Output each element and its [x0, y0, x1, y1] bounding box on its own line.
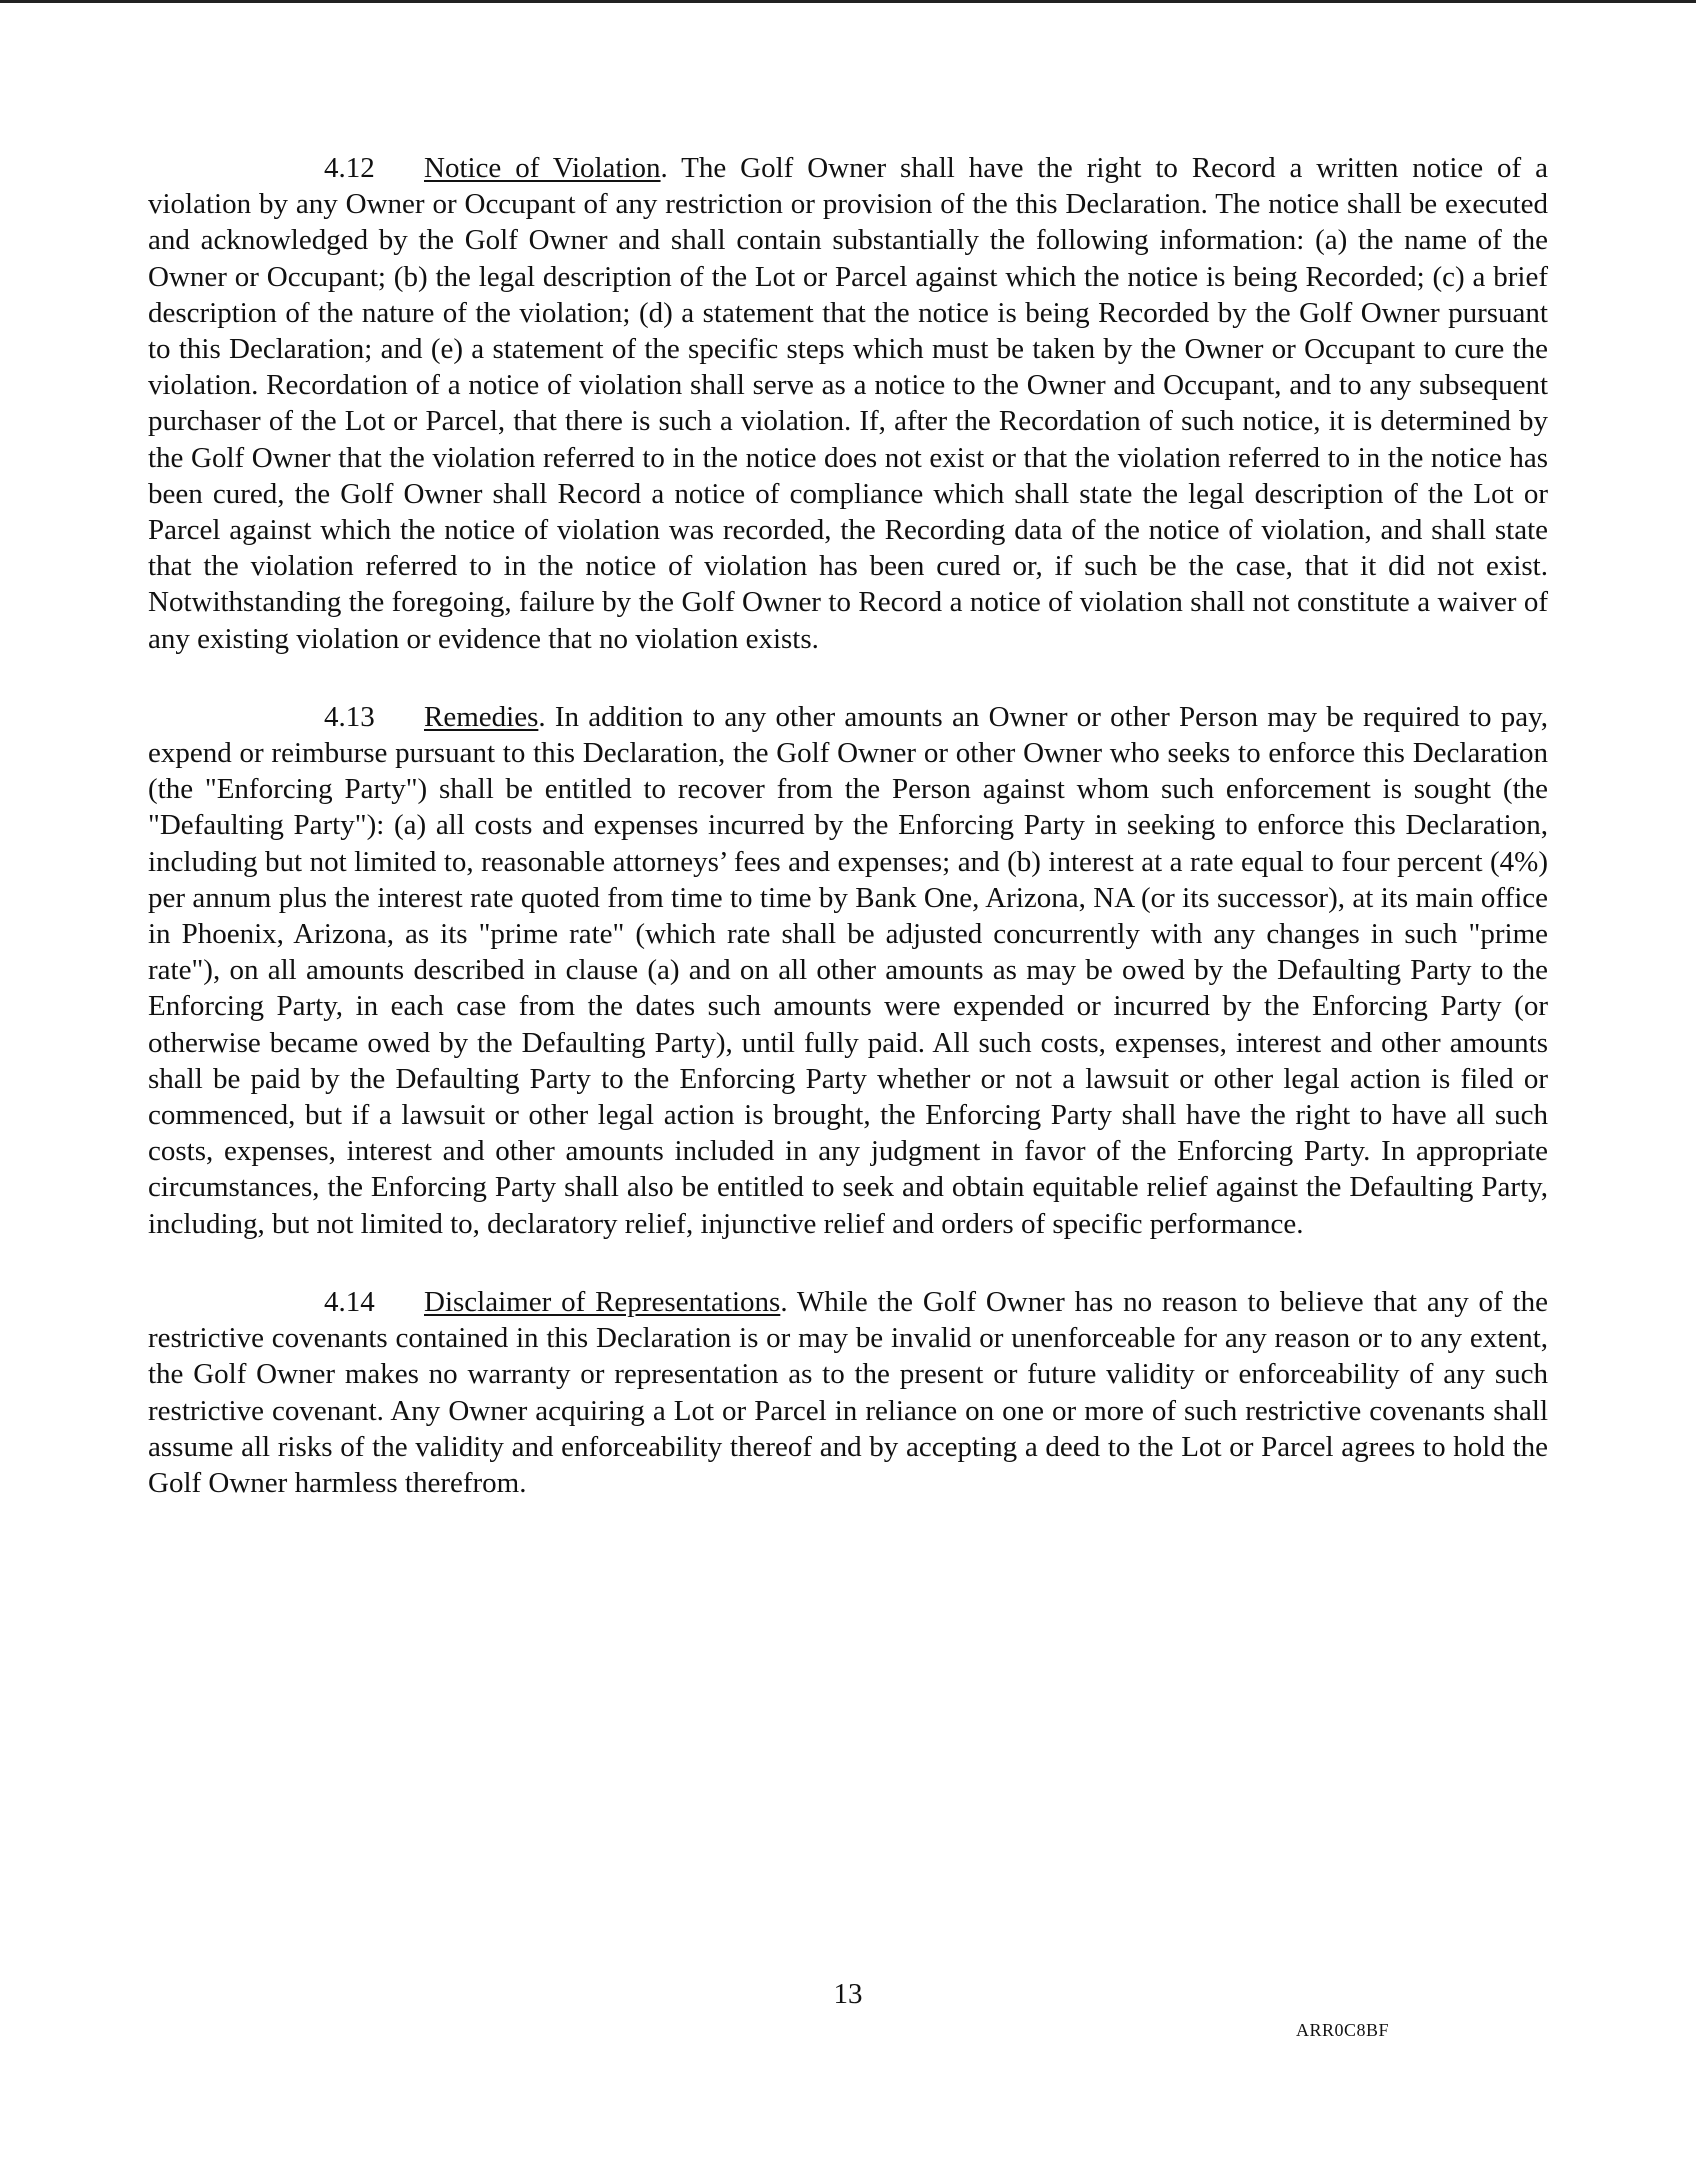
- section-4-12: [148, 150, 1548, 657]
- page-number: 13: [833, 1978, 863, 2010]
- section-4-14: [148, 1284, 1548, 1501]
- section-number: 4.13: [324, 700, 375, 733]
- section-heading: Remedies: [424, 700, 539, 733]
- section-4-13: [148, 699, 1548, 1242]
- section-text: . While the Golf Owner has no reason to believe that any of the restrictive covenants contained in this Declaration is or may be invalid or unenforceable for any reason or to any extent, the Golf Owner makes no warranty or representation as to the present or future validity or enforceability of any such restrictive covenant. Any Owner acquiring a Lot or Parcel in reliance on one or more of such restrictive covenants shall assume all risks of the validity and enforceability thereof and by accepting a deed to the Lot or Parcel agrees to hold the Golf Owner harmless therefrom.: [148, 1285, 1548, 1499]
- section-number: 4.14: [324, 1285, 375, 1318]
- section-number: 4.12: [324, 152, 375, 184]
- section-text: . The Golf Owner shall have the right to Record a written notice of a violation by any Owner or Occupant of any restriction or provision of the this Declaration. The notice shall be executed and acknowledged by the Golf Owner and shall contain substantially the following information: (a) the name of the Owner or Occupant; (b) the legal description of the Lot or Parcel against which the notice is being Recorded; (c) a brief description of the nature of the violation; (d) a statement that the notice is being Recorded by the Golf Owner pursuant to this Declaration; and (e) a statement of the specific steps which must be taken by the Owner or Occupant to cure the violation. Recordation of a notice of violation shall serve as a notice to the Owner and Occupant, and to any subsequent purchaser of the Lot or Parcel, that there is such a violation. If, after the Recordation of such notice, it is determined by the Golf Owner that the violation referred to in the notice does not exist or that the violation referred to in the notice has been cured, the Golf Owner shall Record a notice of compliance which shall state the legal description of the Lot or Parcel against which the notice of violation was recorded, the Recording data of the notice of violation, and shall state that the violation referred to in the notice of violation has been cured or, if such be the case, that it did not exist. Notwithstanding the foregoing, failure by the Golf Owner to Record a notice of violation shall not constitute a waiver of any existing violation or evidence that no violation exists.: [148, 152, 1548, 655]
- document-code: ARR0C8BF: [1296, 2020, 1390, 2040]
- section-heading: Notice of Violation: [424, 152, 661, 184]
- document-body: [148, 150, 1548, 1543]
- section-heading: Disclaimer of Representations: [424, 1285, 781, 1318]
- scan-top-edge: [0, 0, 1696, 3]
- section-text: . In addition to any other amounts an Owner or other Person may be required to pay, expend or reimburse pursuant to this Declaration, the Golf Owner or other Owner who seeks to enforce this Declaration (the "Enforcing Party") shall be entitled to recover from the Person against whom such enforcement is sought (the "Defaulting Party"): (a) all costs and expenses incurred by the Enforcing Party in seeking to enforce this Declaration, including but not limited to, reasonable attorneys’ fees and expenses; and (b) interest at a rate equal to four percent (4%) per annum plus the interest rate quoted from time to time by Bank One, Arizona, NA (or its successor), at its main office in Phoenix, Arizona, as its "prime rate" (which rate shall be adjusted concurrently with any changes in such "prime rate"), on all amounts described in clause (a) and on all other amounts as may be owed by the Defaulting Party to the Enforcing Party, in each case from the dates such amounts were expended or incurred by the Enforcing Party (or otherwise became owed by the Defaulting Party), until fully paid. All such costs, expenses, interest and other amounts shall be paid by the Defaulting Party to the Enforcing Party whether or not a lawsuit or other legal action is filed or commenced, but if a lawsuit or other legal action is brought, the Enforcing Party shall have the right to have all such costs, expenses, interest and other amounts included in any judgment in favor of the Enforcing Party. In appropriate circumstances, the Enforcing Party shall also be entitled to seek and obtain equitable relief against the Defaulting Party, including, but not limited to, declaratory relief, injunctive relief and orders of specific performance.: [148, 700, 1548, 1240]
